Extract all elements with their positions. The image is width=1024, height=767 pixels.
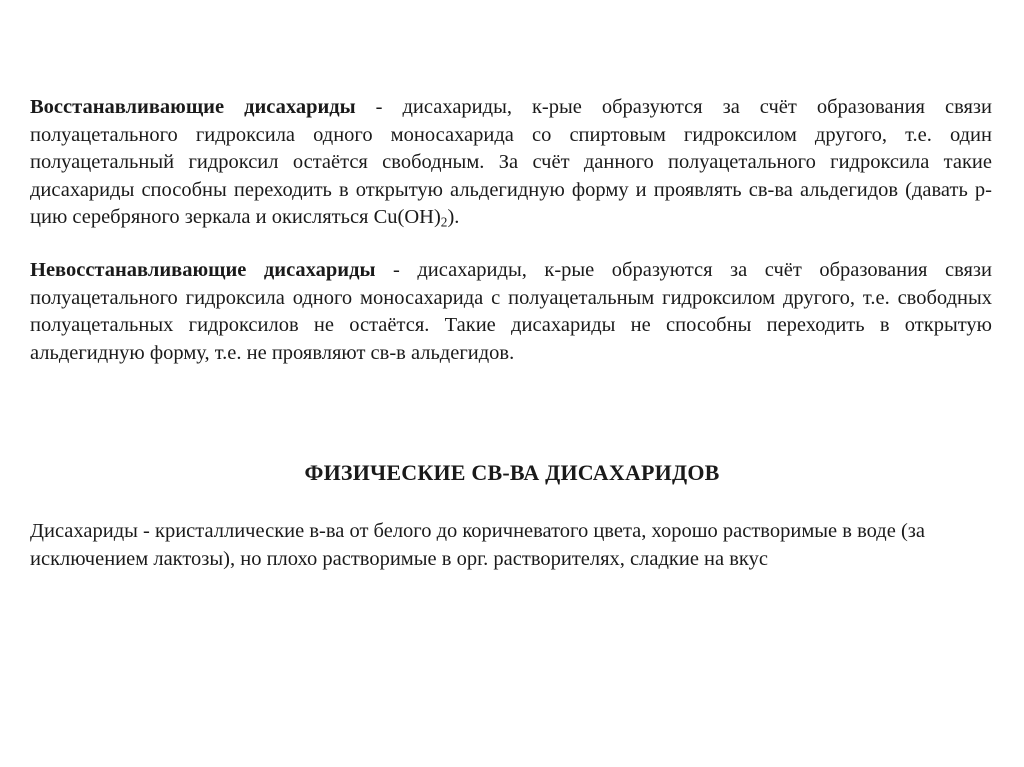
- nonreducing-term: Невосстанавливающие дисахариды: [30, 259, 376, 281]
- reducing-definition-end: ).: [447, 206, 460, 228]
- physical-properties-paragraph: Дисахариды - кристаллические в-ва от белого до коричневатого цвета, хорошо растворимые в воде (за исключением лактозы), но плохо растворимые в орг. растворителях, сладкие на вкус: [30, 520, 925, 570]
- reducing-term: Восстанавливающие дисахариды: [30, 96, 356, 118]
- nonreducing-disaccharides-paragraph: [30, 257, 992, 367]
- physical-properties-heading: ФИЗИЧЕСКИЕ СВ-ВА ДИСАХАРИДОВ: [304, 460, 720, 485]
- reducing-disaccharides-paragraph: [30, 94, 992, 232]
- reducing-definition: - дисахариды, к-рые образуются за счёт образования связи полуацетального гидроксила одного моносахарида со спиртовым гидроксилом другого, т.е. один полуацетальный гидроксил остаётся свободным. За счёт данного полуацетального гидроксила такие дисахариды способны переходить в открытую альдегидную форму и проявлять св-ва альдегидов (давать р-цию серебряного зеркала и окисляться: [30, 96, 992, 228]
- copper-hydroxide-formula: $Cu(OH)_2$: [373, 206, 448, 230]
- nonreducing-definition: - дисахариды, к-рые образуются за счёт образования связи полуацетального гидроксила одного моносахарида с полуацетальным гидроксилом другого, т.е. свободных полуацетальных гидроксилов не остаётся. Такие дисахариды не способны переходить в открытую альдегидную форму, т.е. не проявляют св-в альдегидов.: [30, 259, 992, 364]
